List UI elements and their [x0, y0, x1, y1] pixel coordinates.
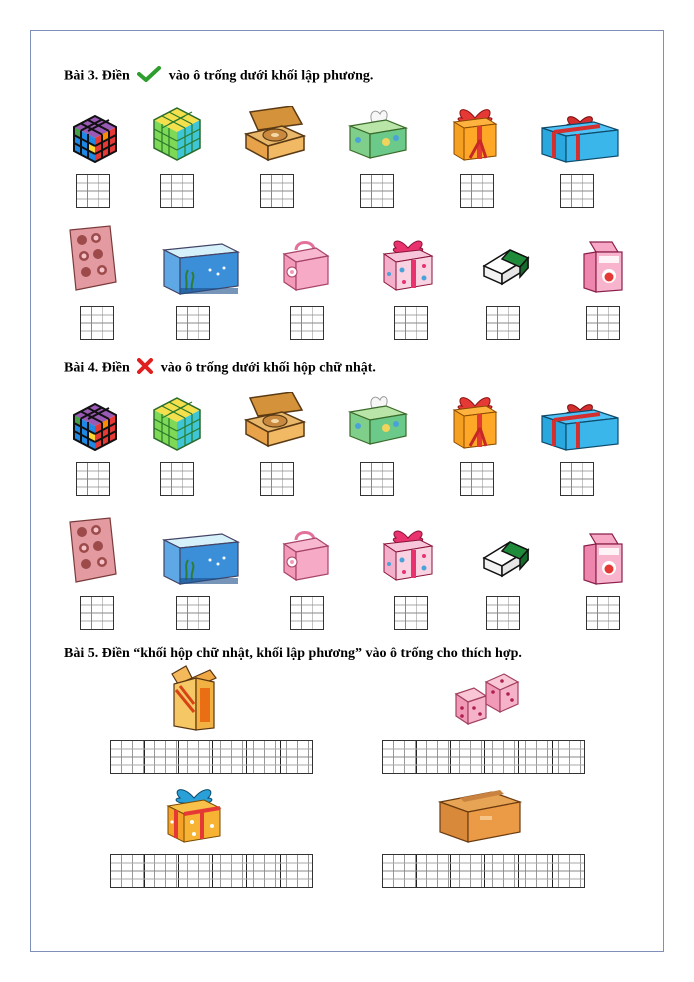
eraser-icon: [478, 244, 534, 286]
answer-box[interactable]: [360, 462, 394, 496]
heart-gift-box-icon: [380, 234, 436, 292]
chocolate-box-icon: [66, 516, 120, 584]
chocolate-box-icon: [66, 224, 120, 292]
exercise-3-title: Bài 3. Điền: [64, 68, 130, 84]
answer-box[interactable]: [260, 462, 294, 496]
milk-carton-icon: [580, 530, 626, 586]
exercise-5-title: Bài 5. Điền “khối hộp chữ nhật, khối lập phương” vào ô trống cho thích hợp.: [64, 646, 522, 661]
answer-box[interactable]: [586, 306, 620, 340]
gift-box-blue-icon: [538, 112, 620, 164]
pink-dice-icon: [452, 670, 522, 728]
answer-box[interactable]: [486, 596, 520, 630]
exercise-4-heading: [64, 358, 376, 379]
exercise-4-title: Bài 4. Điền: [64, 360, 130, 376]
milk-carton-icon: [580, 238, 626, 294]
gift-box-orange-icon: [450, 388, 500, 450]
answer-box[interactable]: [560, 462, 594, 496]
answer-strip[interactable]: [382, 740, 585, 774]
gift-box-orange-icon: [450, 100, 500, 162]
answer-box[interactable]: [394, 596, 428, 630]
cross-icon: [137, 358, 153, 379]
answer-strip[interactable]: [110, 854, 313, 888]
cardboard-box-icon: [436, 786, 524, 844]
rubik-cube-green-yellow-icon: [152, 396, 202, 452]
answer-box[interactable]: [290, 596, 324, 630]
exercise-3-instruction: vào ô trống dưới khối lập phương.: [168, 68, 374, 84]
answer-strip[interactable]: [382, 854, 585, 888]
answer-box[interactable]: [290, 306, 324, 340]
answer-box[interactable]: [260, 174, 294, 208]
donut-box-icon: [242, 392, 308, 448]
answer-strip[interactable]: [110, 740, 313, 774]
answer-box[interactable]: [460, 174, 494, 208]
answer-box[interactable]: [176, 596, 210, 630]
pink-cake-box-icon: [278, 236, 332, 294]
snack-box-icon: [166, 664, 222, 732]
answer-box[interactable]: [80, 596, 114, 630]
answer-box[interactable]: [76, 462, 110, 496]
eraser-icon: [478, 536, 534, 578]
rubik-cube-green-yellow-icon: [152, 106, 202, 162]
answer-box[interactable]: [460, 462, 494, 496]
answer-box[interactable]: [160, 174, 194, 208]
gift-box-blue-icon: [538, 400, 620, 452]
pink-cake-box-icon: [278, 526, 332, 584]
aquarium-icon: [160, 530, 242, 586]
answer-box[interactable]: [560, 174, 594, 208]
exercise-3-heading: [64, 66, 373, 87]
exercise-4-instruction: vào ô trống dưới khối hộp chữ nhật.: [160, 360, 376, 376]
answer-box[interactable]: [586, 596, 620, 630]
tissue-box-icon: [346, 392, 410, 448]
tissue-box-icon: [346, 106, 410, 162]
answer-box[interactable]: [160, 462, 194, 496]
answer-box[interactable]: [76, 174, 110, 208]
answer-box[interactable]: [80, 306, 114, 340]
check-icon: [137, 66, 161, 87]
answer-box[interactable]: [394, 306, 428, 340]
rubik-cube-colorful-icon: [72, 114, 118, 164]
rubik-cube-colorful-icon: [72, 402, 118, 452]
heart-gift-box-icon: [380, 524, 436, 582]
answer-box[interactable]: [176, 306, 210, 340]
exercise-5-heading: [64, 646, 522, 662]
donut-box-icon: [242, 106, 308, 162]
aquarium-icon: [160, 240, 242, 296]
answer-box[interactable]: [360, 174, 394, 208]
answer-box[interactable]: [486, 306, 520, 340]
polka-dot-gift-icon: [164, 782, 224, 844]
